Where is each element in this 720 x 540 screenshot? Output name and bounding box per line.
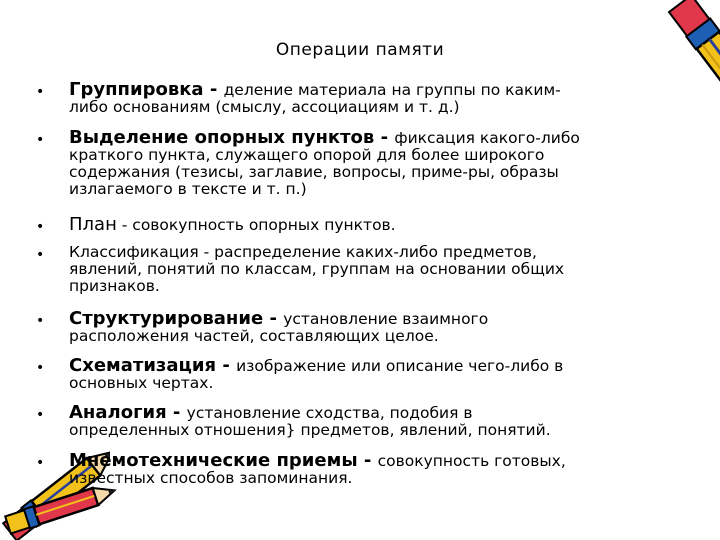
bullet: • (36, 360, 45, 376)
item-term: План (69, 214, 117, 235)
item-separator: - (116, 216, 133, 234)
list-item-structuring (36, 310, 666, 345)
item-separator: - (216, 355, 237, 376)
bullet: • (36, 313, 45, 329)
list-item-analogy (36, 404, 666, 439)
item-separator: - (263, 308, 284, 329)
list-item-key-points (36, 129, 666, 198)
item-separator: - (374, 127, 395, 148)
item-definition: распределение каких-либо предметов, (214, 243, 537, 261)
item-definition-line: расположения частей, составляющих целое. (69, 327, 439, 345)
bullet: • (36, 407, 45, 423)
item-separator: - (166, 402, 187, 423)
item-definition: изображение или описание чего-либо в (236, 357, 564, 375)
item-definition-line: явлений, понятий по классам, группам на основании общих (69, 260, 565, 278)
item-definition: фиксация какого-либо (394, 129, 580, 147)
item-term: Схематизация (69, 355, 217, 376)
item-separator: - (203, 79, 224, 100)
item-term: Структурирование (69, 308, 264, 329)
item-term: Мнемотехнические приемы (69, 450, 358, 471)
item-definition-line: определенных отношения} предметов, явлений, понятий. (69, 421, 551, 439)
bullet: • (36, 455, 45, 471)
item-definition-line: либо основаниям (смыслу, ассоциациям и т. д.) (69, 98, 460, 116)
item-definition-line: излагаемого в тексте и т. п.) (69, 180, 307, 198)
item-separator: - (357, 450, 378, 471)
item-definition-line: основных чертах. (69, 374, 214, 392)
slide-title: Операции памяти (275, 40, 445, 60)
bullet: • (36, 132, 45, 148)
item-definition-line: содержания (тезисы, заглавие, вопросы, приме-ры, образы (69, 163, 559, 181)
item-definition: деление материала на группы по каким- (223, 81, 561, 99)
bullet: • (36, 219, 45, 235)
item-definition-line: известных способов запоминания. (69, 469, 353, 487)
item-separator: - (198, 243, 215, 261)
item-definition-line: признаков. (69, 277, 160, 295)
list-item-grouping (36, 81, 666, 116)
item-term: Аналогия (69, 402, 167, 423)
bullet: • (36, 247, 45, 263)
bullet: • (36, 84, 45, 100)
item-term: Классификация (69, 243, 199, 261)
item-term: Выделение опорных пунктов (69, 127, 375, 148)
item-definition: установление взаимного (283, 310, 489, 328)
list-item-schematization (36, 357, 666, 392)
item-definition-line: краткого пункта, служащего опорой для более широкого (69, 146, 545, 164)
item-definition: совокупность готовых, (377, 452, 566, 470)
list-item-classification (36, 244, 666, 295)
item-definition: установление сходства, подобия в (186, 404, 473, 422)
item-term: Группировка (69, 79, 204, 100)
list-item-mnemonics (36, 452, 666, 487)
item-definition: совокупность опорных пунктов. (132, 216, 396, 234)
list-item-plan (36, 216, 666, 234)
